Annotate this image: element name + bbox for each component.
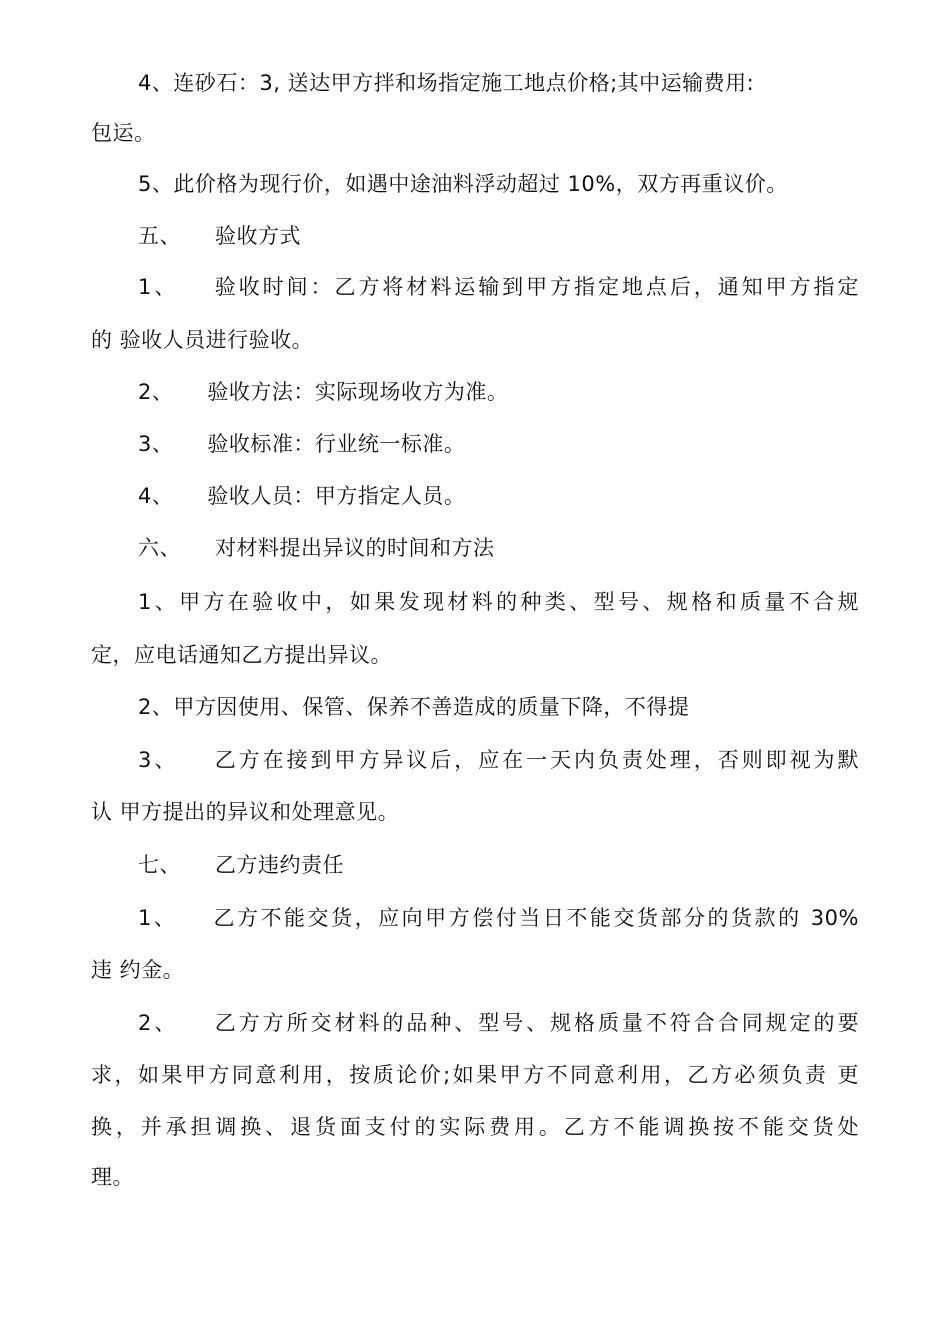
- line-text: 换，并承担调换、退货面支付的实际费用。乙方不能调换按不能交货处: [91, 1115, 859, 1139]
- section-title: 对材料提出异议的时间和方法: [215, 536, 495, 560]
- line-text: 验收标准：行业统一标准。: [207, 432, 466, 456]
- text-line: [91, 1008, 859, 1038]
- line-text: 4、连砂石：3, 送达甲方拌和场指定施工地点价格;其中运输费用:: [138, 71, 755, 95]
- text-line: [138, 377, 508, 407]
- section-number: 六、: [138, 536, 181, 560]
- text-line: [91, 587, 859, 617]
- line-text: 违 约金。: [91, 958, 185, 982]
- line-text: 1、甲方在验收中，如果发现材料的种类、型号、规格和质量不合规: [138, 590, 859, 614]
- section-heading: [138, 533, 495, 563]
- text-line: [91, 955, 184, 985]
- item-number: 4、: [138, 484, 174, 508]
- text-line: [91, 745, 859, 775]
- text-line: [138, 429, 465, 459]
- item-number: 1、: [138, 275, 179, 299]
- text-line: [138, 692, 689, 722]
- item-number: 2、: [138, 1011, 179, 1035]
- item-number: 2、: [138, 380, 174, 404]
- section-title: 乙方违约责任: [215, 853, 344, 877]
- text-line: [91, 640, 392, 670]
- section-number: 五、: [138, 224, 181, 248]
- line-text: 2、甲方因使用、保管、保养不善造成的质量下降，不得提: [138, 695, 690, 719]
- text-line: [91, 903, 859, 933]
- line-text: 认 甲方提出的异议和处理意见。: [91, 800, 400, 824]
- text-line: [91, 1112, 859, 1142]
- item-number: 1、: [138, 906, 178, 930]
- line-text: 验收人员：甲方指定人员。: [207, 484, 466, 508]
- line-text: 的 验收人员进行验收。: [91, 328, 314, 352]
- text-line: [138, 481, 465, 511]
- section-number: 七、: [138, 853, 181, 877]
- line-text: 定，应电话通知乙方提出异议。: [91, 643, 392, 667]
- item-number: 3、: [138, 748, 179, 772]
- text-line: [91, 1162, 134, 1192]
- line-text: 5、此价格为现行价，如遇中途油料浮动超过 10%，双方再重议价。: [138, 172, 788, 196]
- item-number: 3、: [138, 432, 174, 456]
- line-text: 包运。: [91, 121, 156, 145]
- section-heading: [138, 850, 344, 880]
- section-heading: [138, 221, 301, 251]
- text-line: [91, 325, 313, 355]
- line-text: 乙方方所交材料的品种、型号、规格质量不符合合同规定的要: [212, 1011, 859, 1035]
- line-text: 验收方法：实际现场收方为准。: [207, 380, 509, 404]
- line-text: 求，如果甲方同意利用，按质论价;如果甲方不同意利用，乙方必须负责 更: [91, 1063, 859, 1087]
- text-line: [138, 68, 754, 98]
- line-text: 理。: [91, 1165, 134, 1189]
- text-line: [91, 797, 399, 827]
- text-line: [91, 1060, 859, 1090]
- line-text: 乙方不能交货，应向甲方偿付当日不能交货部分的货款的 30%: [211, 906, 859, 930]
- text-line: [91, 118, 156, 148]
- section-title: 验收方式: [215, 224, 301, 248]
- line-text: 验收时间：乙方将材料运输到甲方指定地点后，通知甲方指定: [212, 275, 859, 299]
- text-line: [91, 272, 859, 302]
- text-line: [138, 169, 788, 199]
- line-text: 乙方在接到甲方异议后，应在一天内负责处理，否则即视为默: [212, 748, 859, 772]
